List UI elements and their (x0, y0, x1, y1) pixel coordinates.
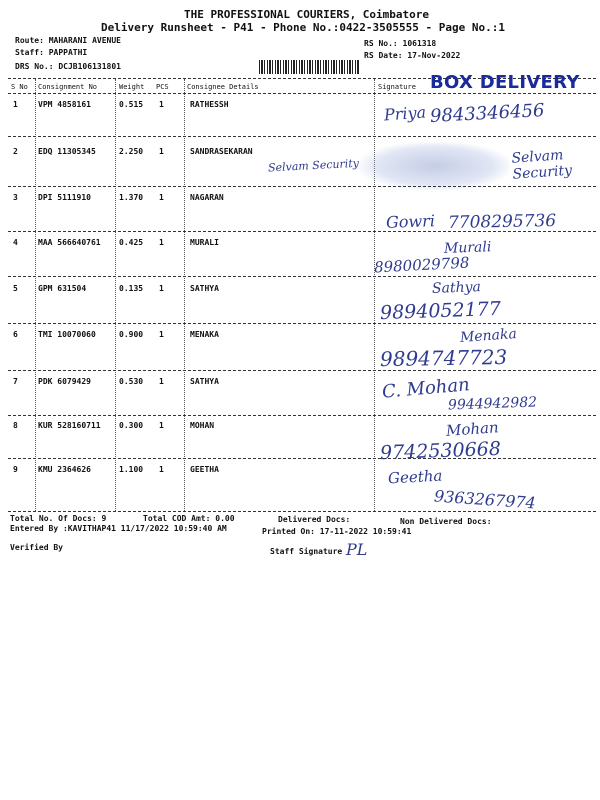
row-consignee: MOHAN (190, 421, 215, 430)
printed-on: Printed On: 17-11-2022 10:59:41 (262, 527, 412, 536)
row-consignment: VPM 4858161 (38, 100, 91, 109)
row-consignment: EDQ 11305345 (38, 147, 96, 156)
row-pcs: 1 (159, 330, 164, 339)
row-consignee: MURALI (190, 238, 219, 247)
signature-name: Priya (383, 102, 427, 125)
divider (8, 323, 596, 324)
staff-signature-label: Staff Signature (270, 547, 343, 556)
col-sno: S No (11, 83, 28, 91)
divider (8, 93, 596, 94)
divider (8, 458, 596, 459)
divider (8, 186, 596, 187)
row-consignee: NAGARAN (190, 193, 224, 202)
divider (8, 511, 596, 512)
row-weight: 0.900 (119, 330, 144, 339)
row-sno: 6 (13, 330, 18, 339)
row-weight: 1.370 (119, 193, 144, 202)
row-consignment: DPI 5111910 (38, 193, 91, 202)
barcode-image (259, 60, 359, 74)
divider (8, 370, 596, 371)
signature-name: Selvam Security (267, 156, 360, 175)
signature-phone: 8980029798 (373, 253, 470, 277)
col-signature: Signature (378, 83, 416, 91)
row-consignee: GEETHA (190, 465, 219, 474)
row-weight: 0.530 (119, 377, 144, 386)
staff-label: Staff: PAPPATHI (15, 48, 88, 57)
signature-name: Sathya (431, 279, 482, 297)
divider (8, 415, 596, 416)
signature-name: Menaka (459, 326, 518, 346)
delivered-docs: Delivered Docs: (278, 515, 351, 524)
row-consignee: SATHYA (190, 284, 219, 293)
non-delivered-docs: Non Delivered Docs: (400, 517, 492, 526)
row-weight: 2.250 (119, 147, 144, 156)
row-weight: 0.425 (119, 238, 144, 247)
staff-signature-mark: PL (346, 540, 368, 559)
signature-name: Murali (443, 239, 492, 257)
row-consignment: TMI 10070060 (38, 330, 96, 339)
row-sno: 5 (13, 284, 18, 293)
row-pcs: 1 (159, 284, 164, 293)
col-pcs: PCS (156, 83, 169, 91)
row-pcs: 1 (159, 377, 164, 386)
col-divider (184, 79, 185, 511)
row-consignment: MAA 566640761 (38, 238, 101, 247)
company-title: THE PROFESSIONAL COURIERS, Coimbatore (184, 8, 430, 21)
row-sno: 9 (13, 465, 18, 474)
row-pcs: 1 (159, 421, 164, 430)
signature-phone: Selvam Security (510, 147, 573, 183)
divider (8, 276, 596, 277)
row-weight: 0.515 (119, 100, 144, 109)
signature-phone: 7708295736 (447, 211, 557, 233)
verified-by: Verified By (10, 543, 63, 552)
row-weight: 0.300 (119, 421, 144, 430)
signature-phone: 9843346456 (429, 100, 546, 127)
row-consignee: SANDRASEKARAN (190, 147, 253, 156)
ink-smudge (360, 142, 510, 190)
row-pcs: 1 (159, 193, 164, 202)
row-consignee: MENAKA (190, 330, 219, 339)
total-cod: Total COD Amt: 0.00 (143, 514, 235, 523)
row-consignment: PDK 6079429 (38, 377, 91, 386)
col-weight: Weight (119, 83, 145, 91)
row-pcs: 1 (159, 238, 164, 247)
runsheet-subtitle: Delivery Runsheet - P41 - Phone No.:0422-3505555 - Page No.:1 (101, 21, 505, 34)
col-consignee: Consignee Details (187, 83, 259, 91)
rs-number: RS No.: 1061318 (364, 39, 437, 48)
signature-name: Gowri (385, 211, 436, 232)
entered-by: Entered By :KAVITHAP41 11/17/2022 10:59:40 AM (10, 524, 227, 533)
row-consignee: RATHESSH (190, 100, 229, 109)
row-sno: 4 (13, 238, 18, 247)
signature-name: Mohan (445, 418, 500, 440)
row-sno: 1 (13, 100, 18, 109)
box-delivery-stamp: BOX DELIVERY (430, 72, 580, 93)
signature-phone: 9894747723 (379, 344, 508, 372)
col-consignment: Consignment No (38, 83, 98, 91)
signature-phone: 9363267974 (433, 486, 537, 513)
row-weight: 1.100 (119, 465, 144, 474)
drs-number: DRS No.: DCJB106131801 (15, 62, 121, 71)
row-sno: 3 (13, 193, 18, 202)
row-pcs: 1 (159, 147, 164, 156)
signature-name: Geetha (387, 466, 443, 488)
total-docs: Total No. Of Docs: 9 (10, 514, 107, 523)
signature-phone: 9944942982 (447, 394, 538, 414)
row-pcs: 1 (159, 100, 164, 109)
row-consignment: GPM 631504 (38, 284, 87, 293)
row-consignment: KUR 528160711 (38, 421, 101, 430)
row-sno: 8 (13, 421, 18, 430)
row-consignment: KMU 2364626 (38, 465, 91, 474)
signature-name: C. Mohan (381, 374, 471, 403)
divider (8, 231, 596, 232)
signature-phone: 9742530668 (379, 437, 502, 465)
row-sno: 7 (13, 377, 18, 386)
signature-phone: 9894052177 (379, 297, 502, 325)
rs-date: RS Date: 17-Nov-2022 (364, 51, 461, 60)
col-divider (35, 79, 36, 511)
route-label: Route: MAHARANI AVENUE (15, 36, 121, 45)
row-sno: 2 (13, 147, 18, 156)
col-divider (115, 79, 116, 511)
row-weight: 0.135 (119, 284, 144, 293)
divider (8, 136, 596, 137)
row-pcs: 1 (159, 465, 164, 474)
row-consignee: SATHYA (190, 377, 219, 386)
